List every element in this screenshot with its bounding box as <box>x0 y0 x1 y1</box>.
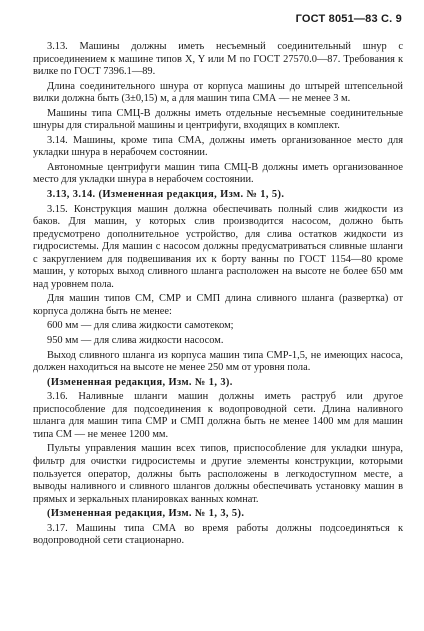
amendment-note: (Измененная редакция, Изм. № 1, 3, 5). <box>47 508 245 520</box>
page-header: ГОСТ 8051—83 С. 9 <box>295 13 402 25</box>
amendment-note: 3.13, 3.14. (Измененная редакция, Изм. № 1, 5). <box>47 189 285 201</box>
paragraph: 950 мм — для слива жидкости насосом. <box>47 335 224 347</box>
paragraph: Пульты управления машин всех типов, приспособление для укладки шнура, фильтр для очистки гидросистемы и другие элементы конструкции, которыми пользуется оператор, должны быть расположены в легкодоступном месте, а выводы наливного и сливного шлангов должны обеспечивать установку машин в прямых и зеркальных планировках ванных комнат. <box>33 443 403 505</box>
paragraph: Автономные центрифуги машин типа СМЦ-В должны иметь организованное место для укладки шнура в нерабочем состоянии. <box>33 161 403 186</box>
paragraph: Машины типа СМЦ-В должны иметь отдельные несъемные соединительные шнуры для стиральной машины и центрифуги, входящих в комплект. <box>33 107 403 132</box>
paragraph: 3.14. Машины, кроме типа СМА, должны иметь организованное место для укладки шнура в нерабочем состоянии. <box>33 134 403 159</box>
amendment-note: (Измененная редакция, Изм. № 1, 3). <box>47 376 233 388</box>
paragraph: Выход сливного шланга из корпуса машин типа СМР-1,5, не имеющих насоса, должен находиться на высоте не менее 250 мм от уровня пола. <box>33 349 403 374</box>
paragraph: 3.13. Машины должны иметь несъемный соединительный шнур с присоединением к машине типов X, Y или M по ГОСТ 27570.0—87. Требования к вилке по ГОСТ 7396.1—89. <box>33 41 403 78</box>
paragraph: 3.17. Машины типа СМА во время работы должны подсоединяться к водопроводной сети стационарно. <box>33 522 403 547</box>
paragraph: 3.15. Конструкция машин должна обеспечивать полный слив жидкости из баков. Для машин, у которых слив производится насосом, должно быть предусмотрено дополнительное устройство, для слива остатков жидкости из гидросистемы. Для машин с насосом должны предусматриваться сливные шланги с закруглением для подвешивания их к борту ванны по ГОСТ 1154—80 кроме машин, у которых выход сливного шланга расположен на высоте не более 650 мм над уровнем пола. <box>33 203 403 290</box>
paragraph: Длина соединительного шнура от корпуса машины до штырей штепсельной вилки должна быть (3±0,15) м, а для машин типа СМА — не менее 3 м. <box>33 80 403 105</box>
paragraph: 3.16. Наливные шланги машин должны иметь раструб или другое приспособление для подсоединения к водопроводной сети. Длина наливного шланга для машин типа СМР и СМП должна быть не менее 1400 мм для машин типа СМ — не менее 1200 мм. <box>33 391 403 440</box>
document-body <box>33 41 403 550</box>
paragraph: Для машин типов СМ, СМР и СМП длина сливного шланга (развертка) от корпуса должна быть не менее: <box>33 293 403 317</box>
paragraph: 600 мм — для слива жидкости самотеком; <box>47 320 234 332</box>
